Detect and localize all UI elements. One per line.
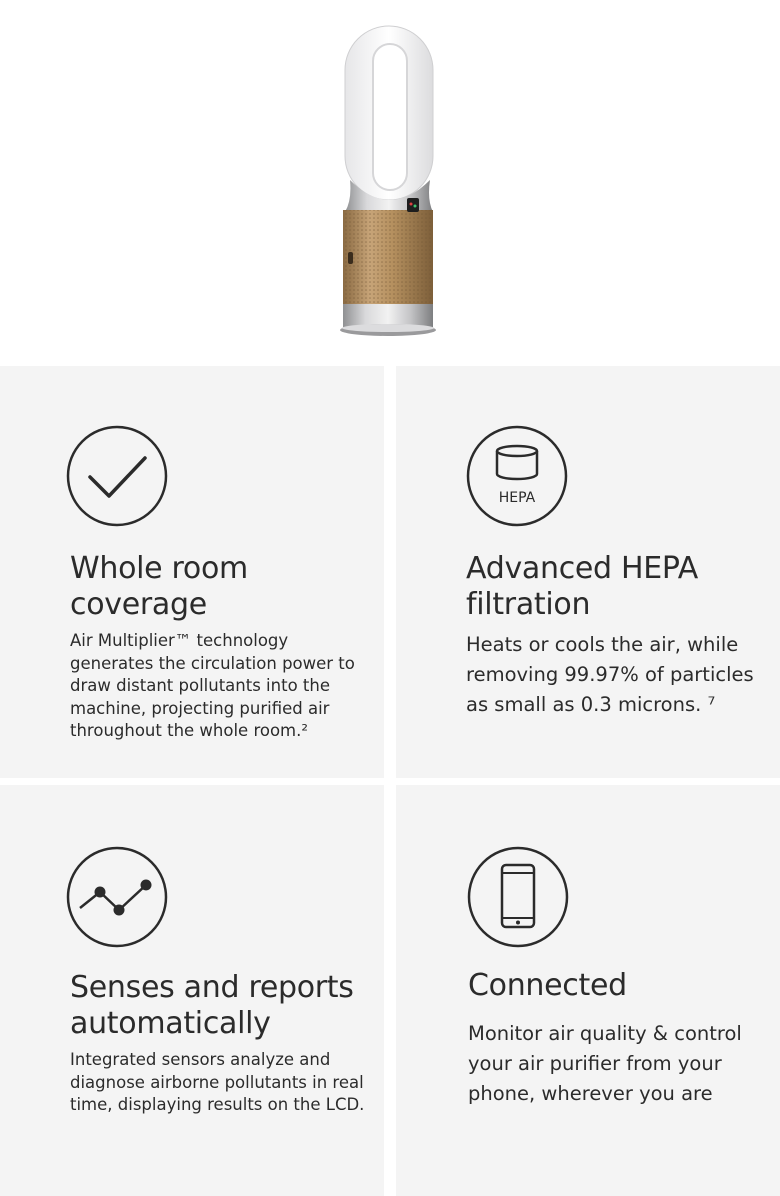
air-purifier-product-image xyxy=(0,0,780,365)
product-hero xyxy=(0,0,780,365)
feature-title: Whole room coverage xyxy=(70,551,248,622)
trend-line-icon xyxy=(66,846,168,948)
feature-card-hepa xyxy=(396,366,780,778)
feature-card-whole-room xyxy=(0,366,384,778)
feature-title: Advanced HEPA filtration xyxy=(466,551,699,622)
feature-description: Air Multiplier™ technology generates the circulation power to draw distant pollutants into the machine, projecting purified air throughout the whole room.² xyxy=(70,631,355,740)
feature-title: Connected xyxy=(468,968,627,1003)
checkmark-icon xyxy=(66,425,168,527)
feature-description: Heats or cools the air, while removing 99.97% of particles as small as 0.3 microns. ⁷ xyxy=(466,633,754,716)
phone-icon xyxy=(467,846,569,948)
feature-title: Senses and reports automatically xyxy=(70,970,354,1041)
feature-description: Integrated sensors analyze and diagnose airborne pollutants in real time, displaying results on the LCD. xyxy=(70,1050,365,1114)
hepa-icon-label: HEPA xyxy=(498,490,536,506)
feature-description: Monitor air quality & control your air purifier from your phone, wherever you are xyxy=(468,1022,742,1105)
feature-card-connected xyxy=(396,785,780,1196)
hepa-filter-icon xyxy=(466,425,568,527)
feature-card-sensors xyxy=(0,785,384,1196)
